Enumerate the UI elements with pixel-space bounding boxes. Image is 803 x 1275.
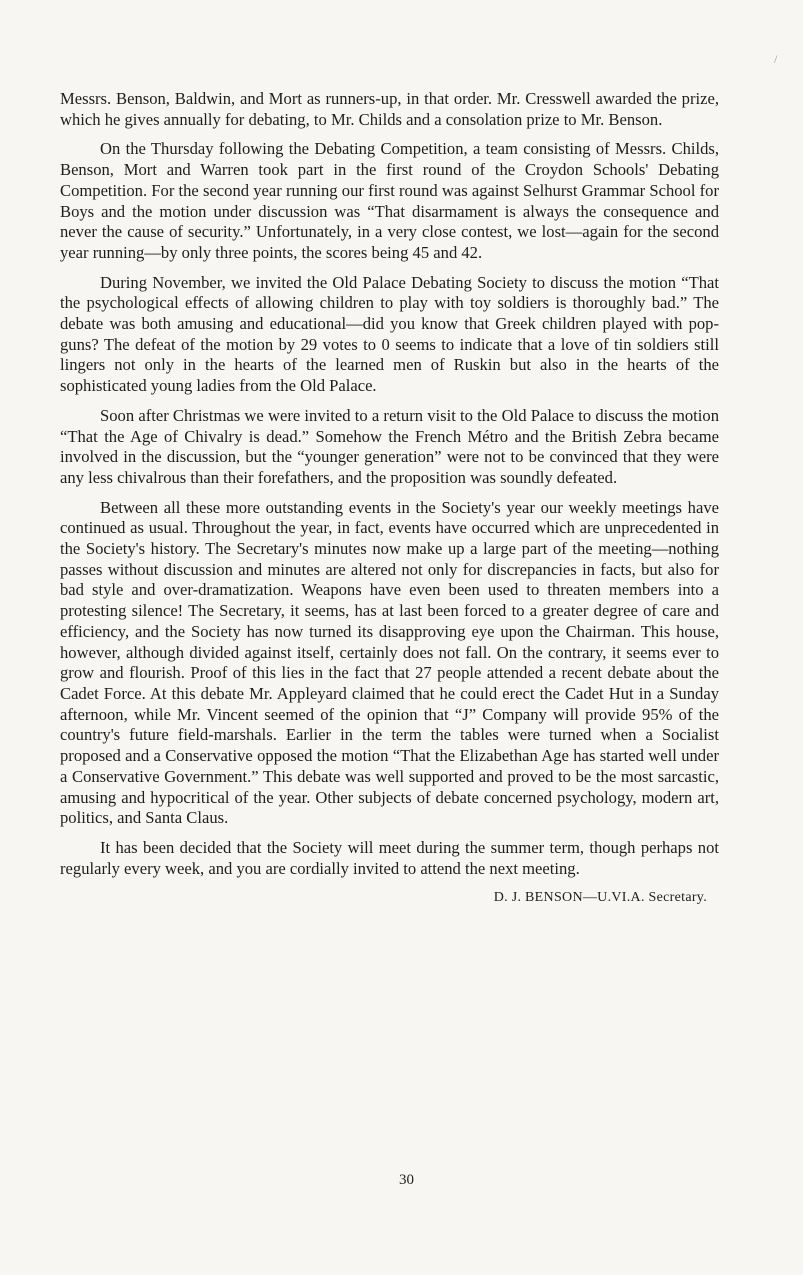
- margin-mark: /: [774, 52, 778, 66]
- paragraph-croydon-competition: On the Thursday following the Debating Competition, a team consisting of Messrs. Childs, Benson, Mort and Warren took part in the first round of the Croydon Schools' Debating Competition. For the second year running our first round was against Selhurst Grammar School for Boys and the motion under discussion was “That disarmament is always the consequence and never the cause of security.” Unfortunately, in a very close contest, we lost—again for the second year running—by only three points, the scores being 45 and 42.: [60, 139, 719, 262]
- page-number: 30: [399, 1172, 414, 1188]
- paragraph-age-of-chivalry: Soon after Christmas we were invited to a return visit to the Old Palace to discuss the motion “That the Age of Chivalry is dead.” Somehow the French Métro and the British Zebra became involved in the discussion, but the “younger generation” were not to be convinced that they were any less chivalrous than their forefathers, and the proposition was soundly defeated.: [60, 405, 719, 487]
- paragraph-weekly-meetings: Between all these more outstanding events in the Society's year our weekly meetings have continued as usual. Throughout the year, in fact, events have occurred which are unprecedented in the Society's history. The Secretary's minutes now make up a large part of the meeting—nothing passes without discussion and minutes are altered not only for discrepancies in facts, but also for bad style and over-dramatization. Weapons have even been used to threaten members into a protesting silence! The Secretary, it seems, has at last been forced to a greater degree of care and efficiency, and the Society has now turned its disapproving eye upon the Chairman. This house, however, although divided against itself, certainly does not fall. On the contrary, it seems ever to grow and flourish. Proof of this lies in the fact that 27 people attended a recent debate about the Cadet Force. At this debate Mr. Appleyard claimed that he could erect the Cadet Hut in a Sunday afternoon, while Mr. Vincent seemed of the opinion that “J” Company will provide 95% of the country's future field-marshals. Earlier in the term the tables were turned when a Socialist proposed and a Conservative opposed the motion “That the Elizabethan Age has started well under a Conservative Government.” This debate was well supported and proved to be the most sarcastic, amusing and hypocritical of the year. Other subjects of debate concerned psychology, modern art, politics, and Santa Claus.: [60, 497, 719, 828]
- secretary-signature: D. J. BENSON—U.VI.A. Secretary.: [493, 890, 707, 906]
- document-body: [60, 89, 719, 908]
- paragraph-runners-up: Messrs. Benson, Baldwin, and Mort as runners-up, in that order. Mr. Cresswell awarded the prize, which he gives annually for debating, to Mr. Childs and a consolation prize to Mr. Benson.: [60, 89, 719, 129]
- paragraph-summer-term: It has been decided that the Society will meet during the summer term, though perhaps not regularly every week, and you are cordially invited to attend the next meeting.: [60, 837, 719, 878]
- paragraph-old-palace-toy-soldiers: During November, we invited the Old Palace Debating Society to discuss the motion “That the psychological effects of allowing children to play with toy soldiers is thoroughly bad.” The debate was both amusing and educational—did you know that Greek children played with pop-guns? The defeat of the motion by 29 votes to 0 seems to indicate that a love of tin soldiers still lingers not only in the hearts of the learned men of Ruskin but also in the hearts of the sophisticated young ladies from the Old Palace.: [60, 272, 719, 396]
